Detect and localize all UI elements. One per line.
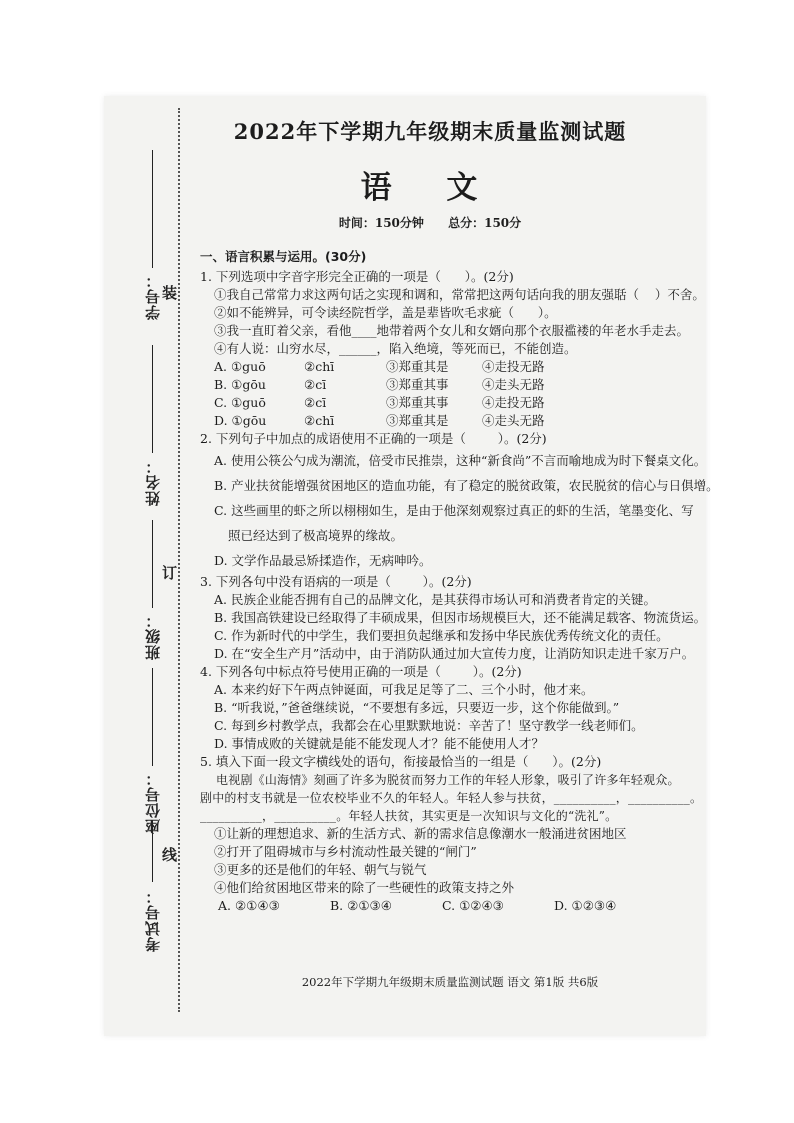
q3-option: D. 在“安全生产月”活动中，由于消防队通过加大宣传力度，让消防知识走进千家万户。: [214, 646, 695, 661]
seat-label: 座位号：: [144, 770, 162, 834]
q1-option: A. ①guō: [214, 359, 266, 374]
q4-option: D. 事情成败的关键就是能不能发现人才？能不能使用人才？: [214, 736, 545, 751]
q1-option-row: [200, 412, 700, 430]
section-heading: 一、语言积累与运用。(30分): [200, 249, 367, 264]
q5-option: A. ②①④③: [218, 898, 280, 913]
q1-stem: 1. 下列选项中字音字形完全正确的一项是（ ）。(2分): [200, 269, 514, 284]
q5-option: D. ①②③④: [554, 898, 617, 913]
q3-option: A. 民族企业能否拥有自己的品牌文化，是其获得市场认可和消费者肯定的关键。: [214, 592, 656, 607]
q5-stem: 5. 填入下面一段文字横线处的语句，衔接最恰当的一组是（ ）。(2分): [200, 754, 602, 769]
q4-stem: 4. 下列各句中标点符号使用正确的一项是（ ）。(2分): [200, 664, 522, 679]
class-label: 班级：: [144, 612, 162, 660]
q1-option: ②cī: [304, 377, 327, 392]
subject-title: 语 文: [360, 170, 500, 206]
q5-passage-line: __________，__________。年轻人扶贫，其实更是一次知识与文化的“洗礼”。: [200, 809, 618, 823]
q2-stem: 2. 下列句子中加点的成语使用不正确的一项是（ ）。(2分): [200, 431, 547, 446]
q1-option: ②cī: [304, 395, 327, 410]
q1-item: ①我自己常常力求这两句话之实现和调和，常常把这两句话向我的朋友强聒（ ）不舍。: [214, 287, 705, 302]
q2-option: C. 这些画里的虾之所以栩栩如生，是由于他深刻观察过真正的虾的生活，笔墨变化、写: [214, 503, 694, 518]
binding-mark-ding: 订: [162, 560, 177, 585]
q3-option: B. 我国高铁建设已经取得了丰硕成果，但因市场规模巨大，还不能满足载客、物流货运。: [214, 610, 707, 625]
q1-option: ③郑重其事: [386, 377, 449, 392]
q3-option: C. 作为新时代的中学生，我们要担负起继承和发扬中华民族优秀传统文化的责任。: [214, 628, 669, 643]
q1-option: ④走投无路: [482, 395, 545, 410]
q5-option: C. ①②④③: [442, 898, 504, 913]
q1-option: ④走投无路: [482, 359, 545, 374]
student-id-label: 学号：: [144, 272, 162, 320]
exam-id-label: 考试号：: [144, 888, 162, 952]
exam-meta: [200, 214, 660, 231]
q1-item: ③我一直盯着父亲，看他____地带着两个女儿和女婿向那个衣服褴褛的年老水手走去。: [214, 323, 690, 338]
q4-option: B. “听我说，”爸爸继续说，“不要想有多远，只要迈一步，这个你能做到。”: [214, 700, 620, 715]
q1-option: ④走头无路: [482, 377, 545, 392]
q1-item: ④有人说：山穷水尽，______，陷入绝境，等死而已，不能创造。: [214, 341, 577, 356]
q1-option: ④走头无路: [482, 413, 545, 428]
exam-title: 2022年下学期九年级期末质量监测试题: [233, 119, 627, 144]
q5-item: ③更多的还是他们的年轻、朝气与锐气: [214, 862, 427, 877]
q2-option-continued: 照已经达到了极高境界的缘故。: [228, 528, 404, 543]
questions: [200, 248, 719, 915]
q5-item: ④他们给贫困地区带来的除了一些硬性的政策支持之外: [214, 880, 515, 895]
q5-item: ①让新的理想追求、新的生活方式、新的需求信息像潮水一般涌进贫困地区: [214, 826, 627, 841]
q1-option-row: [200, 394, 700, 412]
q1-option: ②chī: [304, 359, 335, 374]
q4-option: A. 本来约好下午两点钟诞面，可我足足等了二、三个小时，他才来。: [214, 682, 594, 697]
q1-option-row: [200, 358, 700, 376]
q1-option: ③郑重其事: [386, 395, 449, 410]
q5-item: ②打开了阻碍城市与乡村流动性最关键的“闸门”: [214, 844, 477, 859]
q1-option: D. ①gōu: [214, 413, 267, 428]
q2-option: B. 产业扶贫能增强贫困地区的造血功能，有了稳定的脱贫政策，农民脱贫的信心与日俱增。: [214, 478, 719, 493]
exam-total: 总分：150分: [448, 216, 522, 230]
q4-option: C. 每到乡村教学点，我都会在心里默默地说：辛苦了！坚守教学一线老师们。: [214, 718, 644, 733]
q5-passage-line: 剧中的村支书就是一位农校毕业不久的年轻人。年轻人参与扶贫，__________，__________。: [200, 791, 703, 805]
name-label: 姓名：: [144, 458, 162, 506]
q1-option: ③郑重其是: [386, 359, 449, 374]
q1-item: ②如不能辨异，可令读经院哲学，盖是辈皆吹毛求疵（ ）。: [214, 305, 557, 320]
exam-time: 时间：150分钟: [338, 216, 424, 230]
q2-option: D. 文学作品最忌矫揉造作，无病呻吟。: [214, 553, 432, 568]
q2-option: A. 使用公筷公勺成为潮流，倍受市民推崇，这种“新食尚”不言而喻地成为时下餐桌文化。: [214, 453, 707, 468]
q5-option: B. ②①③④: [330, 898, 392, 913]
q5-passage-line: 电视剧《山海情》刻画了许多为脱贫而努力工作的年轻人形象，吸引了许多年轻观众。: [200, 773, 680, 787]
q1-option: ②chī: [304, 413, 335, 428]
q1-option: ③郑重其是: [386, 413, 449, 428]
q3-stem: 3. 下列各句中没有语病的一项是（ ）。(2分): [200, 574, 472, 589]
q5-options: [200, 897, 700, 915]
q1-option: C. ①guō: [214, 395, 266, 410]
page-footer: 2022年下学期九年级期末质量监测试题 语文 第1版 共6版: [301, 975, 599, 989]
q1-option: B. ①gōu: [214, 377, 266, 392]
binding-mark-xian: 线: [162, 842, 177, 867]
q1-option-row: [200, 376, 700, 394]
binding-mark-zhuang: 装: [162, 280, 177, 305]
